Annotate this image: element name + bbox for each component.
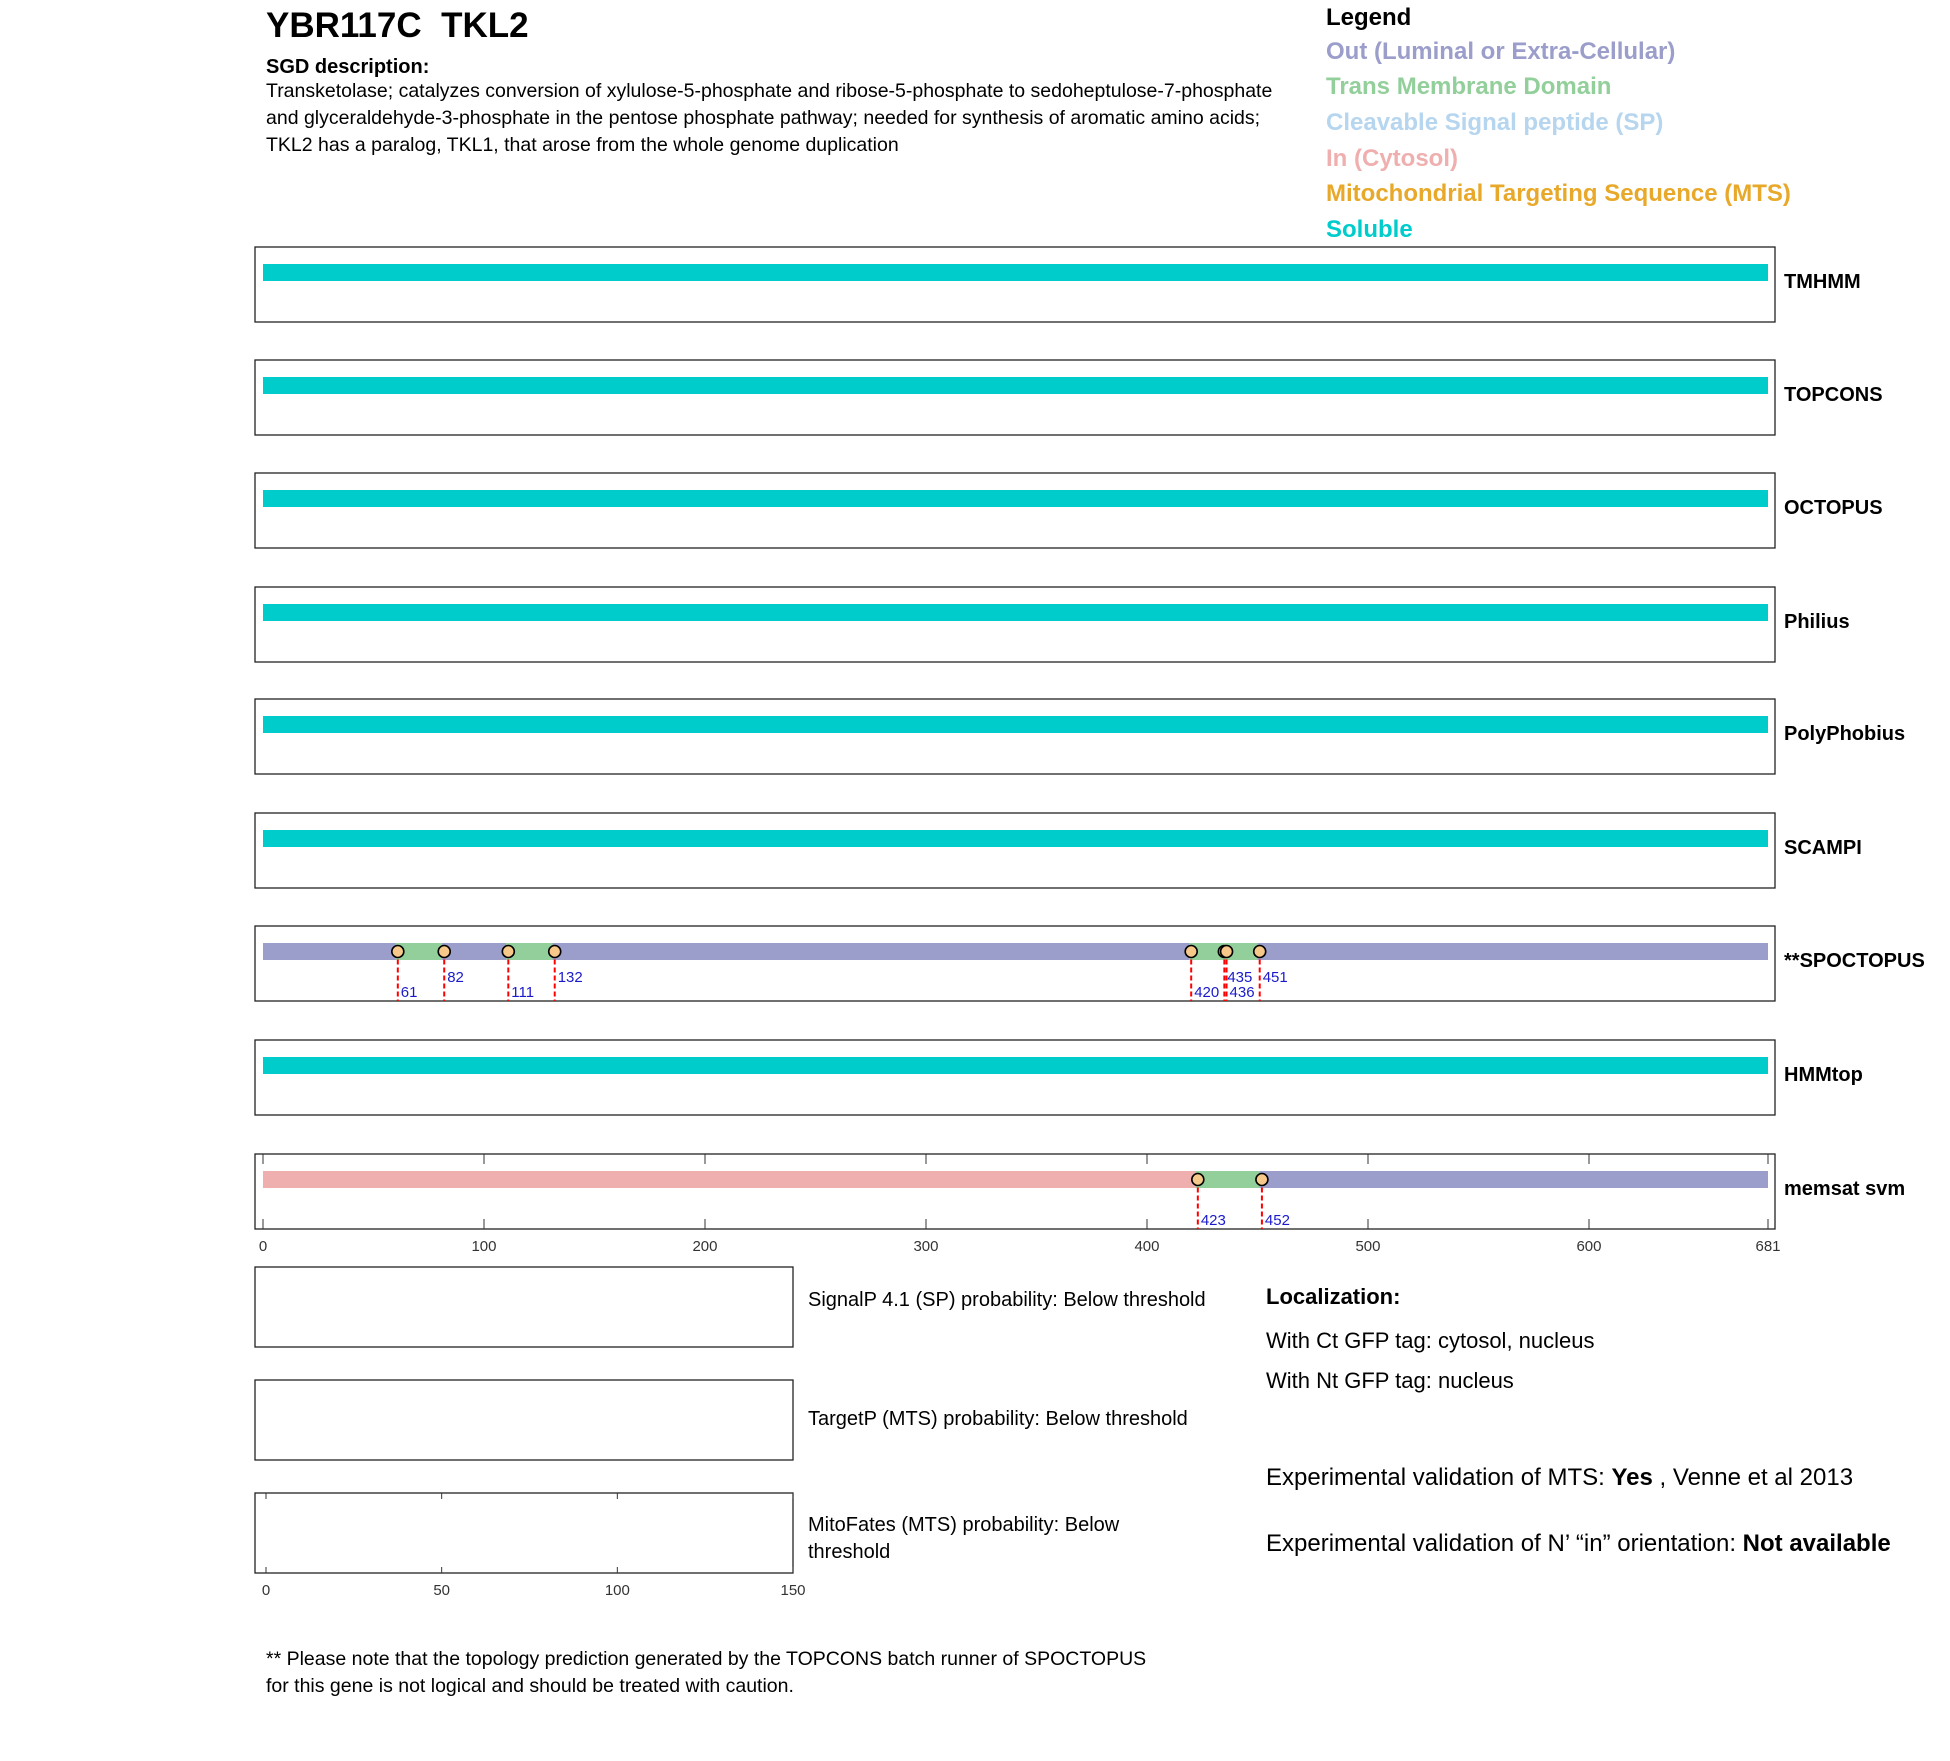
legend-item-soluble: Soluble: [1326, 216, 1413, 243]
x-tick-label: 0: [258, 1238, 268, 1255]
track-box: [255, 247, 1775, 322]
mts-validation: [1266, 1462, 1906, 1494]
segment-soluble: [263, 830, 1768, 847]
mts-validation-value: Yes: [1611, 1464, 1653, 1491]
boundary-marker: [502, 946, 514, 958]
orientation-validation: [1266, 1528, 1906, 1560]
track-name: OCTOPUS: [1784, 497, 1883, 519]
segment-out: [1257, 943, 1768, 960]
boundary-label: 423: [1200, 1212, 1226, 1229]
boundary-marker: [549, 946, 561, 958]
boundary-label: 82: [447, 969, 464, 986]
segment-out: [1260, 1171, 1768, 1188]
track-name: **SPOCTOPUS: [1784, 950, 1925, 972]
signalp-label: SignalP 4.1 (SP) probability: Below threshold: [808, 1289, 1206, 1311]
boundary-marker: [1192, 1174, 1204, 1186]
probability-box: [255, 1493, 793, 1573]
segment-soluble: [263, 264, 1768, 281]
boundary-label: 436: [1229, 984, 1255, 1001]
targetp-label: TargetP (MTS) probability: Below threshold: [808, 1408, 1188, 1430]
x-tick-label: 50: [433, 1582, 451, 1599]
footnote: ** Please note that the topology prediction generated by the TOPCONS batch runner of SPOCTOPUS for this gene is not logical and should be treated with caution.: [266, 1648, 1147, 1697]
track-box: [255, 360, 1775, 435]
probability-box: [255, 1267, 793, 1347]
orientation-validation-prefix: Experimental validation of N’ “in” orientation:: [1266, 1530, 1743, 1557]
track-name: TMHMM: [1784, 271, 1861, 293]
track-box: [255, 1040, 1775, 1115]
legend-item-out: Out (Luminal or Extra-Cellular): [1326, 38, 1676, 65]
track-box: [255, 1154, 1775, 1229]
boundary-label: 111: [511, 984, 535, 1001]
track-box: [255, 926, 1775, 1001]
boundary-marker: [1256, 1174, 1268, 1186]
probability-box: [255, 1380, 793, 1460]
x-tick-label: 400: [1134, 1238, 1160, 1255]
x-tick-label: 500: [1355, 1238, 1381, 1255]
x-tick-label: 681: [1755, 1238, 1781, 1255]
orientation-validation-value: Not available: [1742, 1530, 1891, 1557]
boundary-marker: [392, 946, 404, 958]
legend-item-tm: Trans Membrane Domain: [1326, 73, 1612, 100]
track-name: SCAMPI: [1784, 837, 1862, 859]
boundary-marker: [1185, 946, 1197, 958]
page-title: YBR117C TKL2: [266, 6, 529, 45]
track-box: [255, 699, 1775, 774]
mts-validation-suffix: , Venne et al 2013: [1652, 1464, 1854, 1491]
track-box: [255, 473, 1775, 548]
segment-out: [442, 943, 508, 960]
legend-title: Legend: [1326, 4, 1412, 31]
track-name: memsat svm: [1784, 1178, 1906, 1200]
legend-item-in: In (Cytosol): [1326, 145, 1458, 172]
segment-soluble: [263, 377, 1768, 394]
boundary-label: 452: [1264, 1212, 1290, 1229]
x-tick-label: 200: [692, 1238, 718, 1255]
boundary-label: 435: [1227, 969, 1253, 986]
segment-soluble: [263, 716, 1768, 733]
x-tick-label: 300: [913, 1238, 939, 1255]
track-name: TOPCONS: [1784, 384, 1883, 406]
localization-heading: Localization:: [1266, 1284, 1401, 1309]
boundary-marker: [1254, 946, 1266, 958]
x-tick-label: 0: [261, 1582, 271, 1599]
segment-out: [553, 943, 1192, 960]
segment-out: [263, 943, 398, 960]
mts-validation-prefix: Experimental validation of MTS:: [1266, 1464, 1612, 1491]
boundary-label: 420: [1194, 984, 1220, 1001]
segment-in: [263, 1171, 1198, 1188]
sgd-description-text: Transketolase; catalyzes conversion of xylulose-5-phosphate and ribose-5-phosphate to sedoheptulose-7-phosphate and glyceraldehyde-3-phosphate in the pentose phosphate pathway; needed for synthesis of aromatic amino acids; TKL2 has a paralog, TKL1, that arose from the whole genome duplication: [266, 80, 1273, 156]
boundary-label: 451: [1262, 969, 1288, 986]
segment-soluble: [263, 490, 1768, 507]
sgd-description-label: SGD description:: [266, 56, 430, 78]
localization-nt: With Nt GFP tag: nucleus: [1266, 1368, 1514, 1393]
track-name: Philius: [1784, 611, 1850, 633]
boundary-marker: [1221, 946, 1233, 958]
legend-item-sp: Cleavable Signal peptide (SP): [1326, 109, 1664, 136]
x-tick-label: 100: [471, 1238, 497, 1255]
segment-soluble: [263, 604, 1768, 621]
mitofates-label: MitoFates (MTS) probability: Below threshold: [808, 1514, 1120, 1563]
boundary-label: 132: [557, 969, 583, 986]
x-tick-label: 100: [604, 1582, 630, 1599]
legend-item-mts: Mitochondrial Targeting Sequence (MTS): [1326, 180, 1791, 207]
localization-ct: With Ct GFP tag: cytosol, nucleus: [1266, 1328, 1595, 1353]
boundary-label: 61: [400, 984, 418, 1001]
track-name: PolyPhobius: [1784, 723, 1906, 745]
x-tick-label: 150: [780, 1582, 806, 1599]
track-box: [255, 587, 1775, 662]
boundary-marker: [438, 946, 450, 958]
segment-tm: [1196, 1171, 1262, 1188]
track-box: [255, 813, 1775, 888]
track-name: HMMtop: [1784, 1064, 1863, 1086]
segment-soluble: [263, 1057, 1768, 1074]
x-tick-label: 600: [1576, 1238, 1602, 1255]
